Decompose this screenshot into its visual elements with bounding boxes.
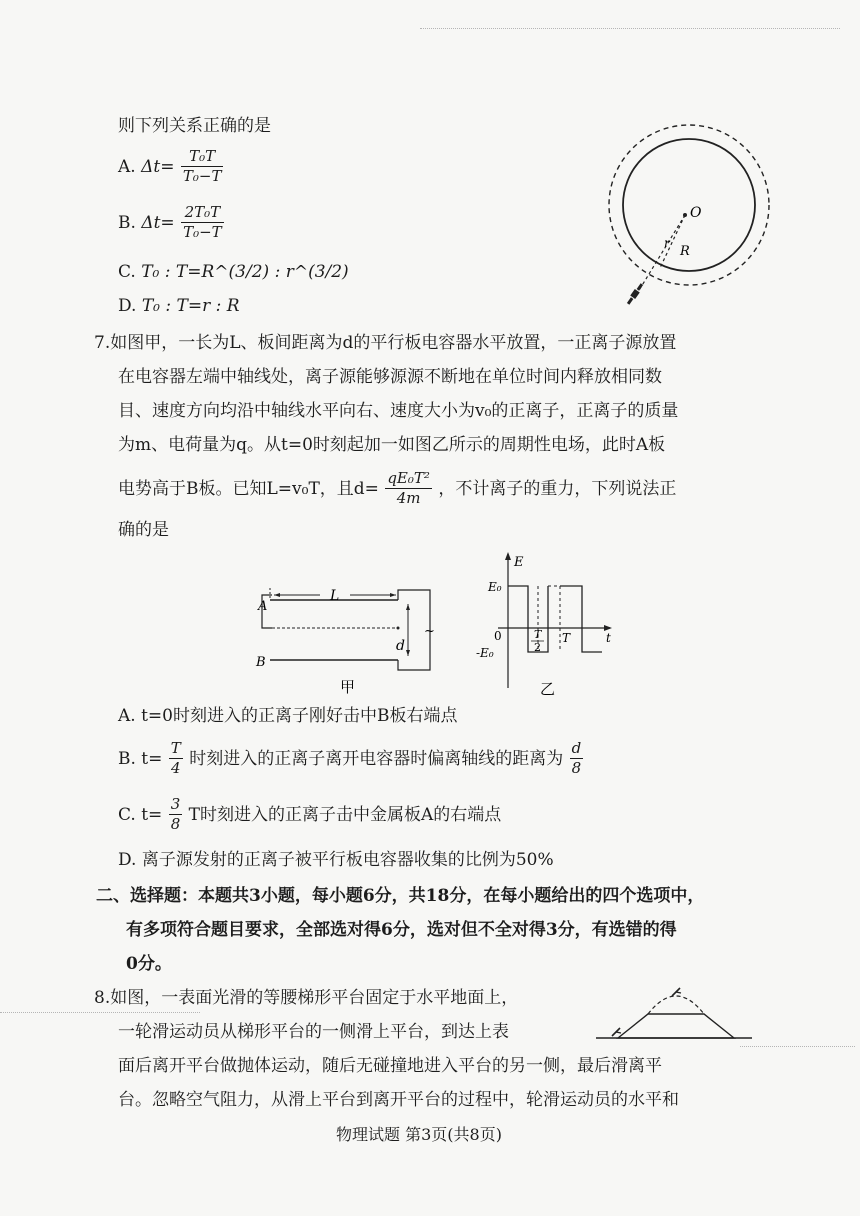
scan-dotted-line-right [740, 1046, 855, 1047]
scan-dotted-line-top [420, 28, 840, 29]
q8-platform-figure [590, 978, 758, 1046]
option-lhs: Δt= [141, 212, 175, 233]
label-zero: 0 [494, 629, 502, 643]
q8-line-2: 一轮滑运动员从梯形平台的一侧滑上平台，到达上表 [118, 1022, 509, 1042]
q7-line-2: 在电容器左端中轴线处，离子源能够源源不断地在单位时间内释放相同数 [118, 367, 662, 387]
option-fraction: $\frac{\text{2T₀T}}{\text{T₀−T}}$ [183, 203, 222, 242]
label-T: T [562, 631, 571, 645]
caption-yi: 乙 [540, 680, 556, 698]
q6-option-d[interactable] [118, 296, 240, 316]
label-half-T-den: 2 [534, 641, 541, 654]
fig-jia-capacitor [250, 578, 450, 698]
label-r: r [664, 236, 670, 250]
option-label: B. [118, 212, 136, 233]
q7-line-6: 确的是 [118, 520, 169, 540]
section2-heading-line-1: 二、选择题：本题共3小题，每小题6分，共18分，在每小题给出的四个选项中， [96, 886, 705, 906]
page-footer: 物理试题 第3页(共8页) [336, 1125, 502, 1144]
q7-option-c[interactable]: C. t= $\frac{3}{8}$ T时刻进入的正离子击中金属板A的右端点 [118, 795, 502, 834]
q7-line-3: 目、速度方向均沿中轴线水平向右、速度大小为v₀的正离子，正离子的质量 [118, 401, 679, 421]
option-text: T₀ : T=R^(3/2) : r^(3/2) [141, 262, 349, 282]
label-half-T-num: T [534, 628, 542, 641]
distance-fraction: $\frac{d}{8}$ [571, 739, 582, 778]
square-wave-period-1 [508, 586, 548, 652]
q7-line-4: 为m、电荷量为q。从t=0时刻起加一如图乙所示的周期性电场，此时A板 [118, 435, 666, 455]
label-neg-E0: -E₀ [476, 646, 494, 660]
fig-yi-efield-graph [470, 548, 620, 700]
satellite-icon [626, 282, 645, 305]
label-plate-b: B [256, 655, 266, 670]
q7-option-a[interactable]: A. t=0时刻进入的正离子刚好击中B板右端点 [118, 706, 458, 726]
d-fraction: $\frac{\text{qE₀T²}}{4m}$ [387, 469, 430, 508]
label-E0: E₀ [488, 580, 502, 594]
option-label: A. [118, 156, 136, 177]
option-lhs: Δt= [141, 156, 175, 177]
q8-line-3: 面后离开平台做抛体运动，随后无碰撞地进入平台的另一侧，最后滑离平 [118, 1056, 662, 1076]
skater-icon-air [672, 988, 681, 996]
label-o: O [690, 205, 702, 221]
label-plate-a: A [258, 599, 268, 614]
intro-line: 则下列关系正确的是 [118, 116, 271, 136]
q7-option-b[interactable]: B. t= $\frac{T}{4}$ 时刻进入的正离子离开电容器时偏离轴线的距离为 $\frac{d}{8}$ [118, 739, 582, 778]
option-text: T₀ : T=r : R [141, 296, 240, 316]
q8-line-1: 8.如图，一表面光滑的等腰梯形平台固定于水平地面上， [94, 988, 519, 1008]
option-label: D. [118, 296, 137, 316]
q6-orbit-figure [608, 120, 778, 320]
skater-icon-start [612, 1028, 621, 1036]
time-fraction: $\frac{T}{4}$ [170, 739, 181, 778]
q7-line-1: 7.如图甲，一长为L、板间距离为d的平行板电容器水平放置，一正离子源放置 [94, 333, 677, 353]
section2-heading-line-3: 0分。 [126, 954, 172, 974]
q7-option-d[interactable]: D. 离子源发射的正离子被平行板电容器收集的比例为50% [118, 850, 554, 870]
label-E: E [514, 555, 524, 570]
label-R: R [680, 244, 690, 259]
caption-jia: 甲 [340, 678, 356, 696]
q6-option-b[interactable] [118, 204, 225, 242]
scan-dotted-line-left [0, 1012, 200, 1013]
label-L: L [330, 588, 340, 604]
q8-line-4: 台。忽略空气阻力，从滑上平台到离开平台的过程中，轮滑运动员的水平和 [118, 1090, 679, 1110]
q6-option-c[interactable] [118, 262, 349, 282]
trapezoid-platform [618, 1014, 734, 1038]
outer-orbit [609, 125, 769, 285]
option-label: C. [118, 262, 136, 282]
label-d: d [396, 638, 405, 654]
q7-line-5: 电势高于B板。已知L=v₀T，且d= $\frac{\text{qE₀T²}}{4m}$ ，不计离子的重力，下列说法正 [118, 469, 677, 508]
ac-source-symbol: ~ [424, 624, 435, 639]
label-t: t [606, 631, 611, 645]
projectile-path [648, 996, 704, 1014]
q6-option-a[interactable] [118, 148, 224, 186]
option-fraction: $\frac{\text{T₀T}}{\text{T₀−T}}$ [182, 147, 222, 186]
section2-heading-line-2: 有多项符合题目要求，全部选对得6分，选对但不全对得3分，有选错的得 [126, 920, 677, 940]
time-fraction: $\frac{3}{8}$ [170, 795, 181, 834]
